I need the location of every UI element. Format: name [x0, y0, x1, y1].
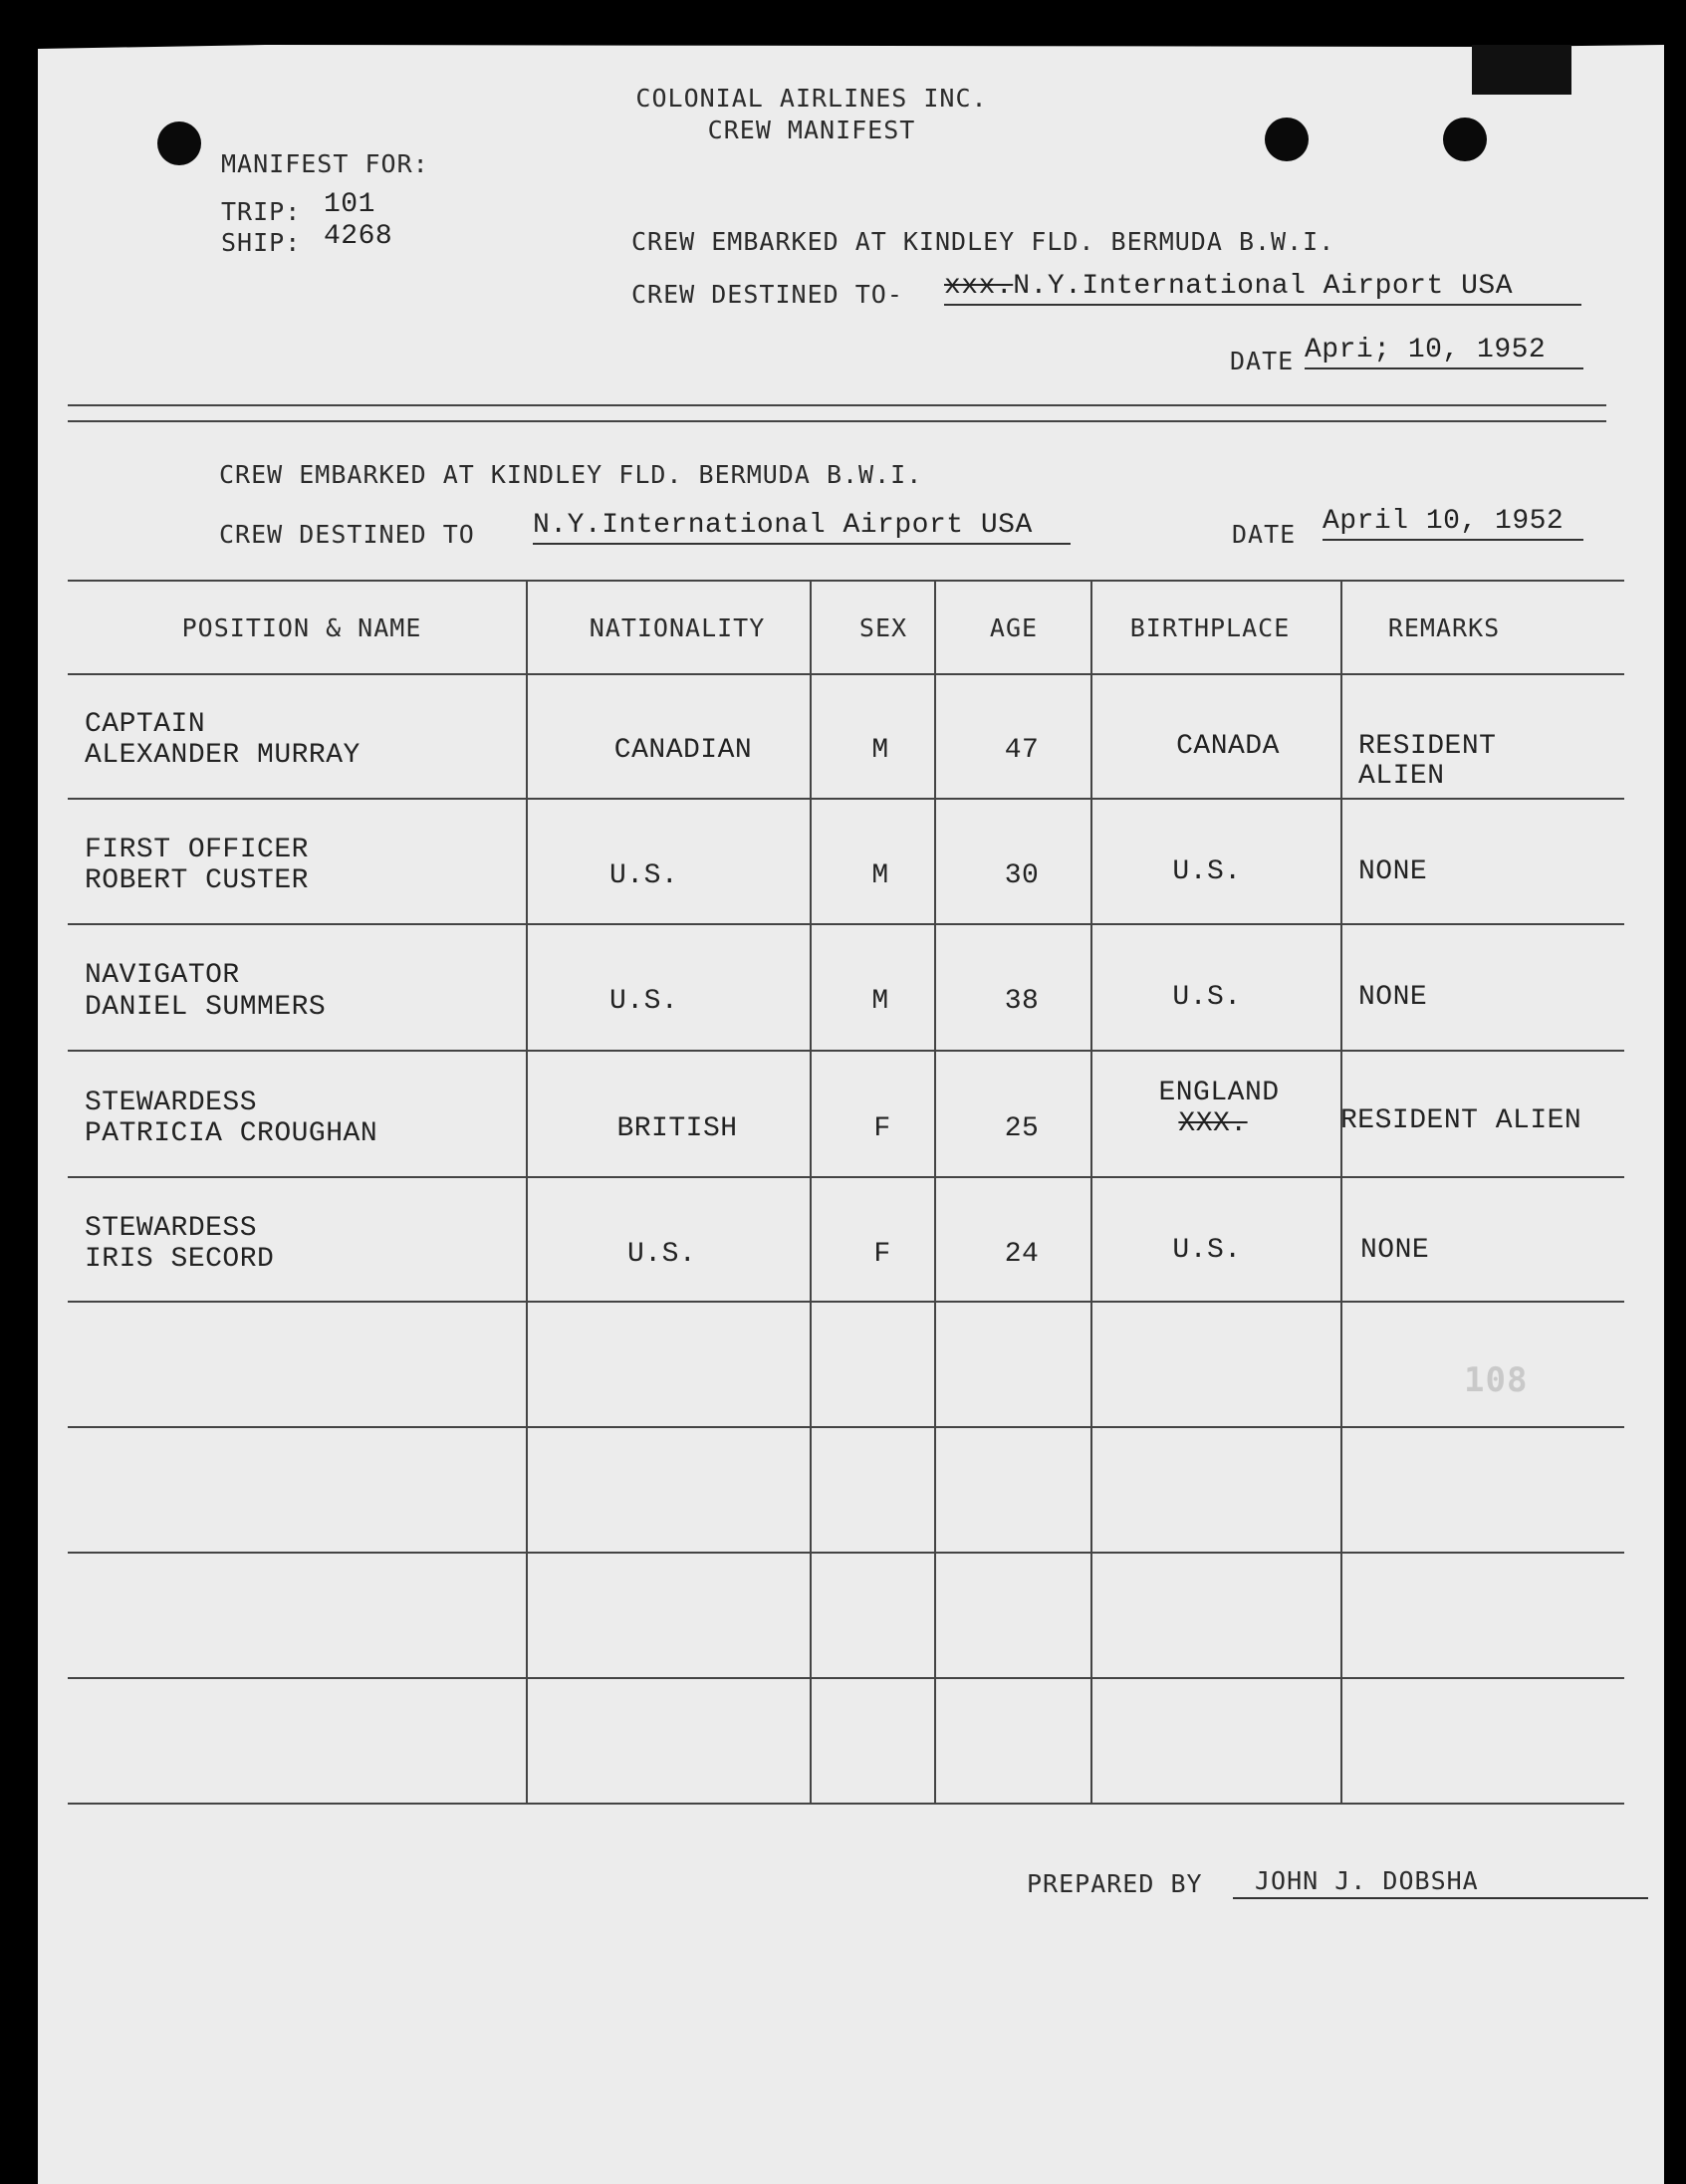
crew-name: ROBERT CUSTER [85, 865, 309, 896]
header-bottom-rule [68, 673, 1624, 675]
page-stamp-number: 108 [1464, 1360, 1529, 1400]
crew-remarks: NONE [1358, 856, 1428, 887]
date-value: April 10, 1952 [1323, 506, 1583, 541]
row-rule [68, 1176, 1624, 1178]
destination-text: N.Y.International Airport USA [1013, 271, 1513, 302]
crew-position: FIRST OFFICER [85, 835, 309, 865]
crew-position: STEWARDESS [85, 1213, 258, 1244]
column-divider [810, 580, 812, 1803]
torn-corner [1472, 45, 1571, 95]
row-rule [68, 1426, 1624, 1428]
crew-birthplace: ENGLAND [1158, 1078, 1280, 1108]
crew-remarks: NONE [1358, 982, 1428, 1013]
crew-nationality: U.S. [627, 1239, 697, 1270]
row-rule [68, 1301, 1624, 1303]
column-header-age: AGE [989, 613, 1039, 642]
form-title: CREW MANIFEST [707, 116, 916, 144]
date-label: DATE [1232, 520, 1297, 549]
row-rule [68, 923, 1624, 925]
punch-hole-left [157, 121, 201, 165]
crew-nationality: BRITISH [616, 1113, 738, 1144]
crew-sex: M [871, 735, 889, 766]
prepared-by-label: PREPARED BY [1027, 1869, 1203, 1898]
row-rule [68, 798, 1624, 800]
column-header-nationality: NATIONALITY [589, 613, 766, 642]
column-header-position: POSITION & NAME [181, 613, 422, 642]
prepared-by-value: JOHN J. DOBSHA [1233, 1866, 1648, 1899]
crew-nationality: U.S. [609, 986, 679, 1017]
struck-text: xxx. [944, 271, 1014, 302]
divider-rule [68, 404, 1606, 406]
crew-age: 24 [1004, 1239, 1040, 1270]
column-divider [1340, 580, 1342, 1803]
ship-label: SHIP: [221, 228, 302, 257]
ship-value: 4268 [324, 221, 393, 252]
crew-birthplace: U.S. [1172, 1235, 1242, 1266]
table-top-rule [68, 580, 1624, 582]
crew-sex: M [871, 986, 889, 1017]
crew-sex: F [873, 1239, 891, 1270]
table-bottom-rule [68, 1803, 1624, 1805]
destined-value: N.Y.International Airport USA [533, 510, 1071, 545]
destined-value-top [944, 271, 1581, 306]
crew-remarks: NONE [1360, 1235, 1430, 1266]
destined-label-top: CREW DESTINED TO- [631, 280, 903, 309]
column-header-remarks: REMARKS [1387, 613, 1501, 642]
crew-sex: M [871, 860, 889, 891]
crew-nationality: U.S. [609, 860, 679, 891]
date-label-top: DATE [1230, 347, 1295, 375]
row-rule [68, 1677, 1624, 1679]
column-header-birthplace: BIRTHPLACE [1129, 613, 1291, 642]
crew-remarks: RESIDENT [1358, 731, 1497, 762]
manifest-for-label: MANIFEST FOR: [221, 149, 429, 178]
crew-birthplace-struck: XXX. [1178, 1108, 1248, 1139]
crew-position: STEWARDESS [85, 1088, 258, 1118]
crew-name: IRIS SECORD [85, 1244, 275, 1275]
crew-name: PATRICIA CROUGHAN [85, 1118, 378, 1149]
crew-remarks-line2: ALIEN [1358, 761, 1445, 792]
crew-remarks: RESIDENT ALIEN [1340, 1105, 1582, 1136]
row-rule [68, 1552, 1624, 1554]
punch-hole-left-2 [1265, 118, 1309, 161]
crew-age: 25 [1004, 1113, 1040, 1144]
crew-age: 30 [1004, 860, 1040, 891]
crew-birthplace: CANADA [1176, 731, 1280, 762]
crew-nationality: CANADIAN [613, 735, 753, 766]
column-divider [934, 580, 936, 1803]
crew-position: CAPTAIN [85, 709, 206, 740]
embarked-label-top: CREW EMBARKED AT KINDLEY FLD. BERMUDA B.W.I. [631, 227, 1335, 256]
crew-name: ALEXANDER MURRAY [85, 740, 361, 771]
crew-position: NAVIGATOR [85, 960, 240, 991]
trip-label: TRIP: [221, 197, 302, 226]
date-value-top: Apri; 10, 1952 [1305, 335, 1583, 369]
embarked-label: CREW EMBARKED AT KINDLEY FLD. BERMUDA B.W.I. [219, 460, 923, 489]
crew-birthplace: U.S. [1172, 856, 1242, 887]
crew-name: DANIEL SUMMERS [85, 992, 327, 1023]
row-rule [68, 1050, 1624, 1052]
divider-rule [68, 420, 1606, 422]
crew-age: 38 [1004, 986, 1040, 1017]
column-divider [526, 580, 528, 1803]
crew-sex: F [873, 1113, 891, 1144]
trip-value: 101 [324, 189, 375, 220]
crew-age: 47 [1004, 735, 1040, 766]
company-name: COLONIAL AIRLINES INC. [635, 84, 988, 113]
crew-birthplace: U.S. [1172, 982, 1242, 1013]
punch-hole-right [1443, 118, 1487, 161]
column-header-sex: SEX [858, 613, 908, 642]
column-divider [1090, 580, 1092, 1803]
destined-label: CREW DESTINED TO [219, 520, 475, 549]
